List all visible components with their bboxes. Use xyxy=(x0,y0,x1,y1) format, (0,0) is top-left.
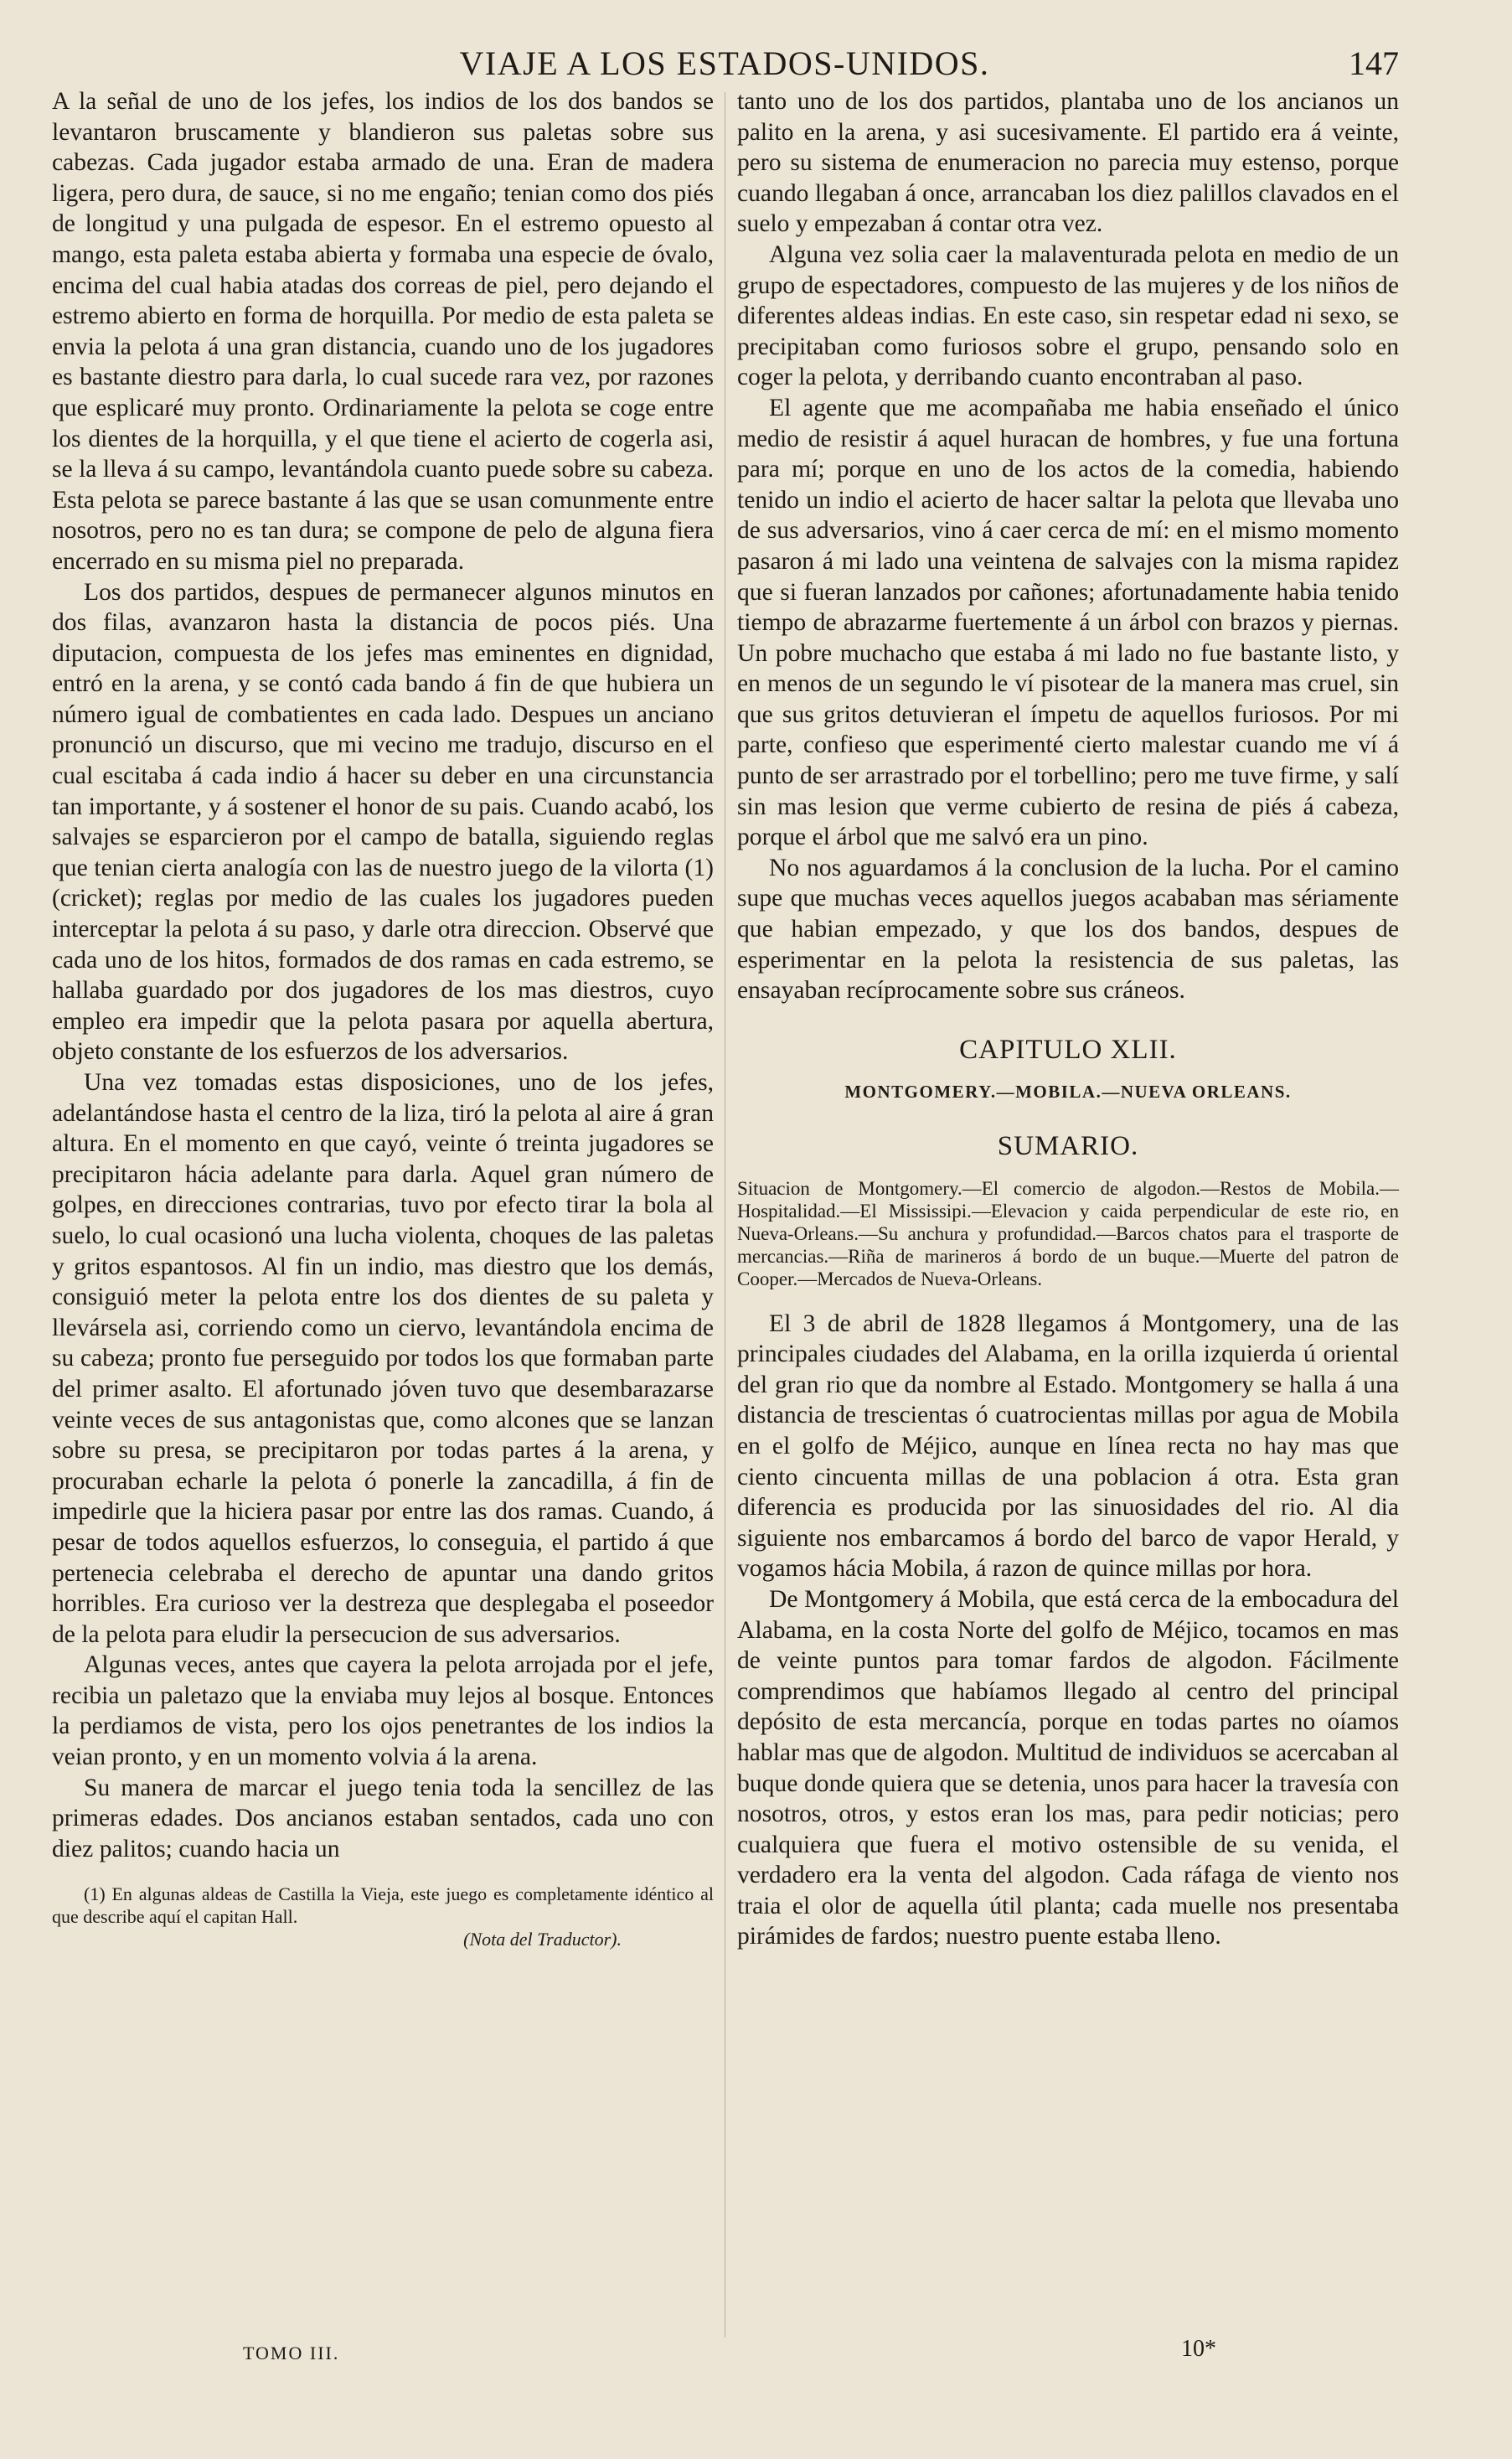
chapter-places: MONTGOMERY.—MOBILA.—NUEVA ORLEANS. xyxy=(844,1082,1292,1103)
paragraph: Alguna vez solia caer la malaventurada pelota en medio de un grupo de espectadores, compuesto de las mujeres y de los niños de diferentes aldeas indias. En este caso, sin respetar edad ni sexo, se precipitaban como furiosos sobre el grupo, pensando solo en coger la pelota, y derribando cuanto encontraban al paso. xyxy=(737,240,1399,391)
signature-mark: 10* xyxy=(1181,2336,1216,2362)
paragraph: Algunas veces, antes que cayera la pelota arrojada por el jefe, recibia un paletazo que la enviaba muy lejos al bosque. Entonces la perdiamos de vista, pero los ojos penetrantes de los indios la veian pronto, y en un momento volvia á la arena. xyxy=(52,1651,714,1771)
paragraph: De Montgomery á Mobila, que está cerca de la embocadura del Alabama, en la costa Norte del golfo de Méjico, tocamos en mas de veinte puntos para tomar fardos de algodon. Fácilmente comprendimos que habíamos llegado al centro del principal depósito de esta mercancía, porque en todas partes no oíamos hablar mas que de algodon. Multitud de individuos se acercaban al buque donde quiera que se detenia, unos para hacer la travesía con nosotros, otros, y estos eran los mas, para pedir noticias; pero cualquiera que fuera el motivo ostensible de su venida, el verdadero era la venta del algodon. Cada ráfaga de viento nos traia el olor de aquella útil planta; cada muelle nos presentaba pirámides de fardos; nuestro puente estaba lleno. xyxy=(737,1585,1399,1950)
paragraph: No nos aguardamos á la conclusion de la lucha. Por el camino supe que muchas veces aquellos juegos acababan mas sériamente que habian empezado, y que los dos bandos, despues de esperimentar en la pelota la resistencia de sus paletas, las ensayaban recíprocamente sobre sus cráneos. xyxy=(737,854,1399,1005)
left-column xyxy=(52,86,714,1950)
page-header xyxy=(50,44,1399,92)
paragraph: El agente que me acompañaba me habia enseñado el único medio de resistir á aquel huracan de hombres, y fue una fortuna para mí; porque en uno de los actos de la comedia, habiendo tenido un indio el acierto de hacer saltar la pelota que llevaba uno de sus adversarios, vino á caer cerca de mí: en el mismo momento pasaron á mi lado una veintena de salvajes con la misma rapidez que si fueran lanzados por cañones; afortunadamente habia tenido tiempo de abrazarme fuertemente á un árbol con brazos y piernas. Un pobre muchacho que estaba á mi lado no fue bastante listo, y en menos de un segundo le ví pisotear de la manera mas cruel, sin que sus gritos detuvieran el ímpetu de aquellos furiosos. Por mi parte, confieso que esperimenté cierto malestar cuando me ví á punto de ser arrastrado por el torbellino; pero me tuve firme, y salí sin mas lesion que verme cubierto de resina de piés á cabeza, porque el árbol que me salvó era un pino. xyxy=(737,394,1399,851)
paragraph: A la señal de uno de los jefes, los indios de los dos bandos se levantaron bruscamente y blandieron sus paletas sobre sus cabezas. Cada jugador estaba armado de una. Eran de madera ligera, pero dura, de sauce, si no me engaño; tenian como dos piés de longitud y una pulgada de espesor. En el estremo opuesto al mango, esta paleta estaba abierta y formaba una especie de óvalo, encima del cual habia atadas dos correas de piel, pero dejando el estremo abierto en forma de horquilla. Por medio de esta paleta se envia la pelota á una gran distancia, cuando uno de los jugadores es bastante diestro para darla, lo cual sucede rara vez, por razones que esplicaré muy pronto. Ordinariamente la pelota se coge entre los dientes de la horquilla, y el que tiene el acierto de cogerla asi, se la lleva á su campo, levantándola cuanto puede sobre su cabeza. Esta pelota se parece bastante á las que se usan comunmente entre nosotros, pero no es tan dura; se compone de pelo de alguna fiera encerrado en su misma piel no preparada. xyxy=(52,88,714,575)
chapter-title: CAPITULO XLII. xyxy=(959,1034,1177,1065)
summary-heading: SUMARIO. xyxy=(997,1131,1139,1161)
paragraph: Su manera de marcar el juego tenia toda la sencillez de las primeras edades. Dos ancianos estaban sentados, cada uno con diez palitos; cuando hacia un xyxy=(52,1774,714,1862)
page-number: 147 xyxy=(1349,44,1399,82)
paragraph: Una vez tomadas estas disposiciones, uno de los jefes, adelantándose hasta el centro de la liza, tiró la pelota al aire á gran altura. En el momento en que cayó, veinte ó treinta jugadores se precipitaron hácia adelante para darla. Aquel gran número de golpes, en direcciones contrarias, tuvo por efecto tirar la bola al suelo, lo cual ocasionó una lucha violenta, choques de las paletas y gritos espantosos. Al fin un indio, mas diestro que los demás, consiguió meter la pelota entre los dos dientes de su paleta y llevársela asi, corriendo como un ciervo, levantándola encima de su cabeza; pronto fue perseguido por todos los que formaban parte del primer asalto. El afortunado jóven tuvo que desembarazarse veinte veces de sus antagonistas que, como alcones que se lanzan sobre su presa, se precipitaron por todas partes á la arena, y procuraban echarle la pelota ó ponerle la zancadilla, á fin de impedirle que la hiciera pasar por entre las dos ramas. Cuando, á pesar de todos aquellos esfuerzos, lo conseguia, el partido á que pertenecia celebraba el derecho de apuntar una dando gritos horribles. Era curioso ver la destreza que desplegaba el poseedor de la pelota para eludir la persecucion de sus adversarios. xyxy=(52,1069,714,1648)
paragraph: El 3 de abril de 1828 llegamos á Montgomery, una de las principales ciudades del Alabama, en la orilla izquierda ú oriental del gran rio que da nombre al Estado. Montgomery se halla á una distancia de trescientas ó cuatrocientas millas por agua de Mobila en el golfo de Méjico, aunque en línea recta no hay mas que ciento cincuenta millas de una poblacion á otra. Esta gran diferencia es producida por las sinuosidades del rio. Al dia siguiente nos embarcamos á bordo del barco de vapor Herald, y vogamos hácia Mobila, á razon de quince millas por hora. xyxy=(737,1310,1399,1583)
volume-label: TOMO III. xyxy=(243,2343,340,2363)
running-title: VIAJE A LOS ESTADOS-UNIDOS. xyxy=(459,44,990,82)
footnote-text: (1) En algunas aldeas de Castilla la Vieja, este juego es completamente idéntico al que describe aquí el capitan Hall. xyxy=(52,1883,714,1928)
footnote-attribution: (Nota del Traductor). xyxy=(463,1929,622,1950)
summary-text: Situacion de Montgomery.—El comercio de algodon.—Restos de Mobila.—Hospitalidad.—El Mississipi.—Elevacion y caida perpendicular de este rio, en Nueva-Orleans.—Su anchura y profundidad.—Barcos chatos para el trasporte de mercancias.—Riña de marineros á bordo de un buque.—Muerte del patron de Cooper.—Mercados de Nueva-Orleans. xyxy=(737,1177,1399,1289)
right-column xyxy=(737,86,1399,1952)
footnote xyxy=(52,1883,714,1950)
paragraph: Los dos partidos, despues de permanecer algunos minutos en dos filas, avanzaron hasta la distancia de pocos piés. Una diputacion, compuesta de los jefes mas eminentes en dignidad, entró en la arena, y se contó cada bando á fin de que hubiera un número igual de combatientes en cada lado. Despues un anciano pronunció un discurso, que mi vecino me tradujo, discurso en el cual escitaba á cada indio á hacer su deber en una circunstancia tan importante, y á sostener el honor de su pais. Cuando acabó, los salvajes se esparcieron por el campo de batalla, siguiendo reglas que tenian cierta analogía con las de nuestro juego de la vilorta (1) (cricket); reglas por medio de las cuales los jugadores pueden interceptar la pelota á su paso, y darle otra direccion. Observé que cada uno de los hitos, formados de dos ramas en cada estremo, se hallaba guardado por dos jugadores de los mas diestros, cuyo empleo era impedir que la pelota pasara por aquella abertura, objeto constante de los esfuerzos de los adversarios. xyxy=(52,578,714,1066)
paragraph: tanto uno de los dos partidos, plantaba uno de los ancianos un palito en la arena, y asi sucesivamente. El partido era á veinte, pero su sistema de enumeracion no parecia muy estenso, porque cuando llegaban á once, arrancaban los diez palillos clavados en el suelo y empezaban á contar otra vez. xyxy=(737,88,1399,238)
